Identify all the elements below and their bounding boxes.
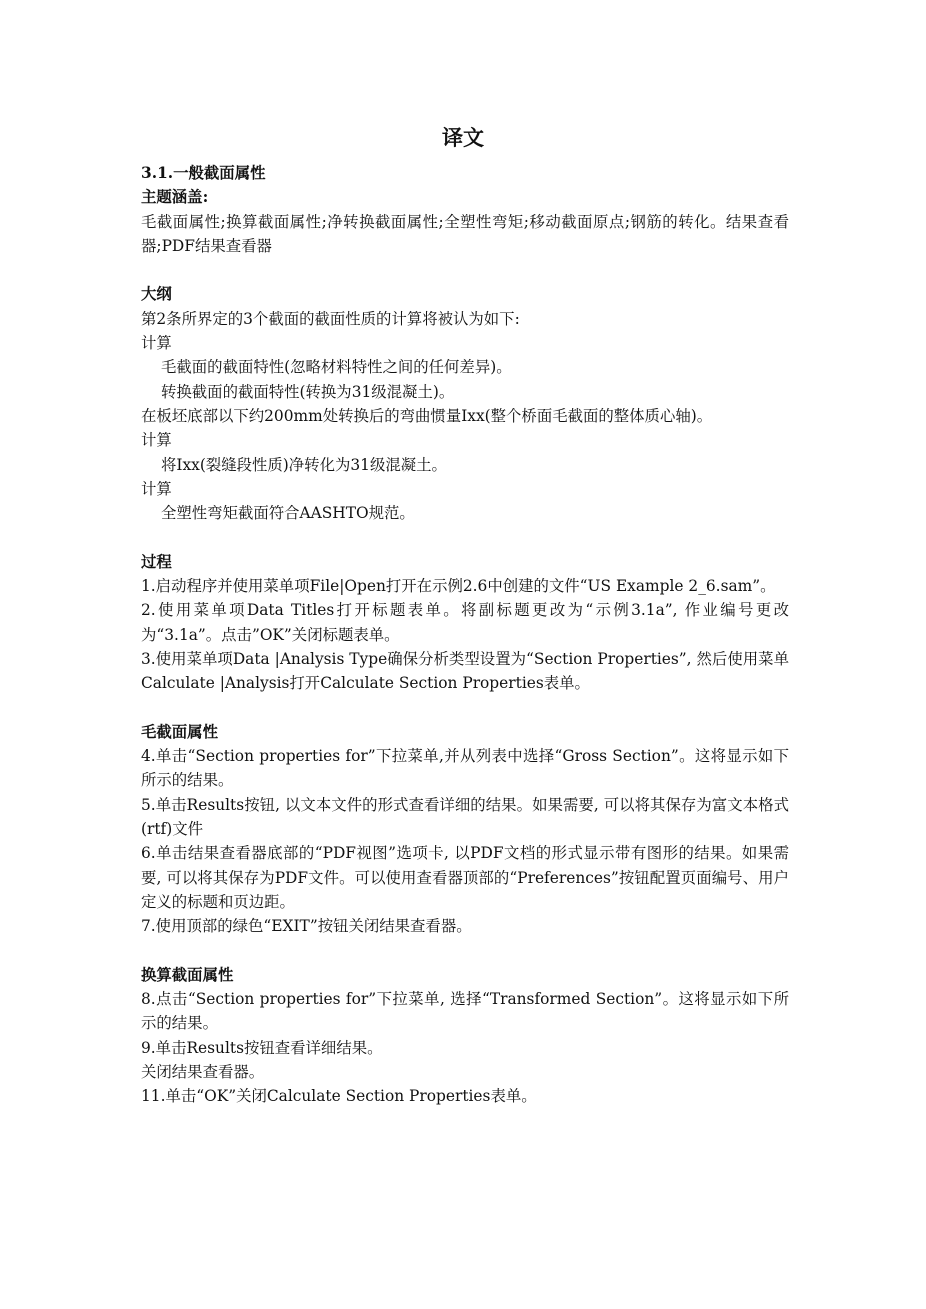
section-heading: 3.1.一般截面属性	[141, 164, 266, 182]
gross-step: 6.单击结果查看器底部的“PDF视图”选项卡, 以PDF文档的形式显示带有图形的结果。如果需要, 可以将其保存为PDF文件。可以使用查看器顶部的“Preferences”按钮配置页面编号、用户定义的标题和页边距。	[141, 844, 789, 911]
transformed-step: 关闭结果查看器。	[141, 1062, 265, 1081]
spacer	[141, 525, 789, 549]
process-step: 3.使用菜单项Data |Analysis Type确保分析类型设置为“Section Properties”, 然后使用菜单Calculate |Analysis打开Calculate Section Properties表单。	[141, 649, 789, 693]
document-body	[141, 161, 789, 1109]
outline-item: 将Ixx(裂缝段性质)净转化为31级混凝土。	[161, 455, 447, 474]
outline-item: 全塑性弯矩截面符合AASHTO规范。	[161, 504, 415, 523]
process-step: 1.启动程序并使用菜单项File|Open打开在示例2.6中创建的文件“US Example 2_6.sam”。	[141, 577, 776, 596]
transformed-step: 9.单击Results按钮查看详细结果。	[141, 1038, 383, 1057]
topics-text: 毛截面属性;换算截面属性;净转换截面属性;全塑性弯矩;移动截面原点;钢筋的转化。结果查看器;PDF结果查看器	[141, 212, 789, 255]
outline-item: 毛截面的截面特性(忽略材料特性之间的任何差异)。	[161, 358, 512, 377]
gross-step: 4.单击“Section properties for”下拉菜单,并从列表中选择“Gross Section”。这将显示如下所示的结果。	[141, 747, 789, 790]
process-heading: 过程	[141, 552, 172, 571]
gross-step: 5.单击Results按钮, 以文本文件的形式查看详细的结果。如果需要, 可以将其保存为富文本格式(rtf)文件	[141, 795, 789, 839]
gross-step: 7.使用顶部的绿色“EXIT”按钮关闭结果查看器。	[141, 917, 472, 936]
spacer	[141, 258, 789, 282]
transformed-heading: 换算截面属性	[141, 965, 234, 984]
transformed-step: 8.点击“Section properties for”下拉菜单, 选择“Transformed Section”。这将显示如下所示的结果。	[141, 990, 789, 1033]
outline-calc-label: 计算	[141, 334, 172, 353]
page-title: 译文	[442, 125, 484, 150]
spacer	[141, 696, 789, 720]
spacer	[141, 939, 789, 963]
process-step: 2.使用菜单项Data Titles打开标题表单。将副标题更改为“示例3.1a”, 作业编号更改为“3.1a”。点击”OK”关闭标题表单。	[141, 601, 789, 644]
topics-heading: 主题涵盖:	[141, 188, 209, 207]
outline-heading: 大纲	[141, 285, 172, 304]
gross-heading: 毛截面属性	[141, 722, 218, 741]
outline-calc-label: 计算	[141, 431, 172, 450]
outline-item: 在板坯底部以下约200mm处转换后的弯曲惯量Ixx(整个桥面毛截面的整体质心轴)。	[141, 406, 713, 425]
transformed-step: 11.单击“OK”关闭Calculate Section Properties表单。	[141, 1087, 537, 1106]
outline-calc-label: 计算	[141, 479, 172, 498]
outline-intro: 第2条所界定的3个截面的截面性质的计算将被认为如下:	[141, 309, 520, 328]
outline-item: 转换截面的截面特性(转换为31级混凝土)。	[161, 382, 455, 401]
